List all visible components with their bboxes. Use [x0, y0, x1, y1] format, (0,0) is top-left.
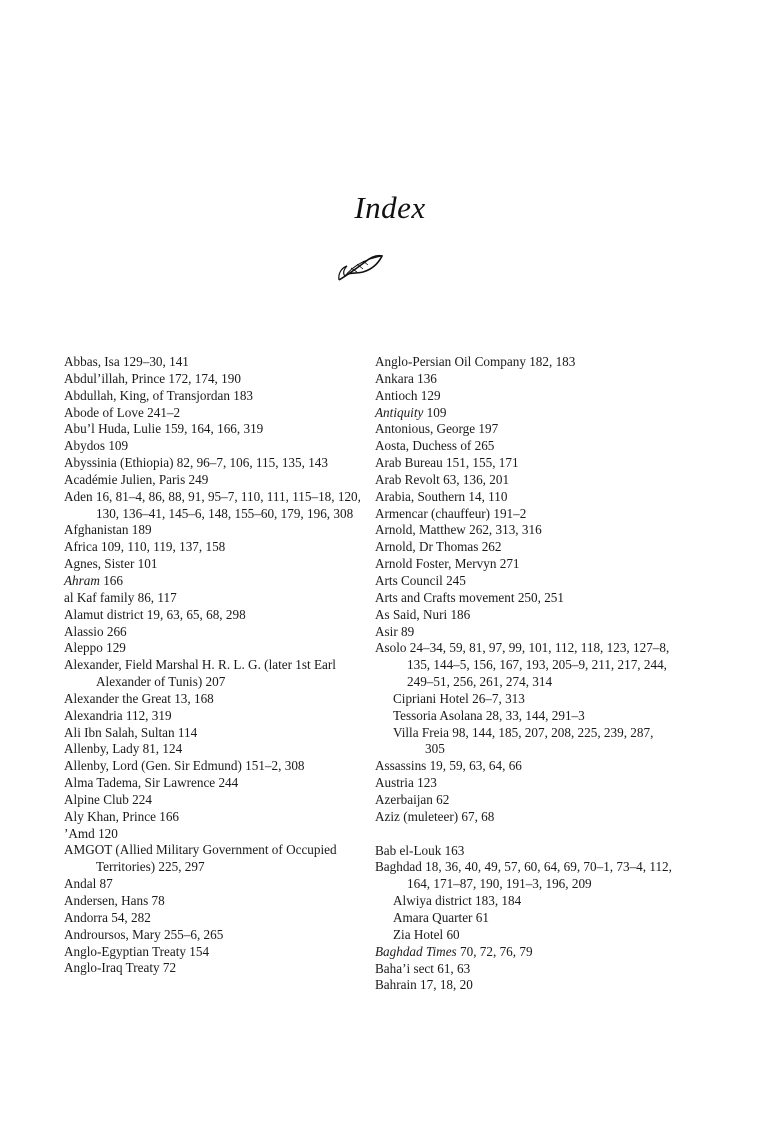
index-entry-text: Anglo-Iraq Treaty 72: [64, 960, 177, 976]
index-entry-text: Cipriani Hotel 26–7, 313: [393, 690, 525, 706]
index-entry-text: 109: [423, 404, 447, 420]
index-entry-text: Alwiya district 183, 184: [393, 893, 522, 909]
index-entry: [64, 354, 364, 371]
index-page-title: Index: [354, 190, 426, 225]
index-entry-text: Arnold, Matthew 262, 313, 316: [375, 522, 542, 538]
index-entry: [64, 640, 364, 657]
index-entry-text: Afghanistan 189: [64, 522, 152, 538]
index-entry-text: Arts and Crafts movement 250, 251: [375, 589, 564, 605]
index-entry-text: Azerbaijan 62: [375, 791, 450, 807]
index-entry-text: Armencar (chauffeur) 191–2: [375, 505, 527, 521]
index-entry-text: Andersen, Hans 78: [64, 893, 165, 908]
index-entry: [64, 775, 364, 792]
index-entry: [375, 859, 675, 893]
index-entry: [375, 944, 675, 961]
index-entry-text: Arabia, Southern 14, 110: [375, 488, 508, 504]
index-entry-text: Aly Khan, Prince 166: [64, 808, 180, 824]
index-entry-text: ’Amd 120: [64, 825, 118, 841]
leaf-ornament-icon: [335, 250, 385, 284]
index-entry-text: Alamut district 19, 63, 65, 68, 298: [64, 606, 246, 622]
index-entry-text: Bab el-Louk 163: [375, 842, 465, 858]
index-entry: [64, 725, 364, 742]
index-subentry: [375, 725, 675, 759]
index-entry: [64, 556, 364, 573]
index-entry-italic-title: Ahram: [64, 572, 100, 588]
index-entry-text: Ankara 136: [375, 370, 437, 386]
index-entry: [375, 421, 675, 438]
index-entry: [64, 472, 364, 489]
index-entry-text: Abbas, Isa 129–30, 141: [64, 354, 189, 369]
index-entry-text: Asolo 24–34, 59, 81, 97, 99, 101, 112, 118, 123, 127–8, 135, 144–5, 156, 167, 193, 205–9, 211, 217, 244, 249–51, 256, 261, 274, 314: [375, 640, 670, 690]
index-entry: [64, 421, 364, 438]
index-entry: [375, 405, 675, 422]
index-subentry: [375, 910, 675, 927]
index-entry-text: Abyssinia (Ethiopia) 82, 96–7, 106, 115, 135, 143: [64, 455, 328, 471]
index-subentry: [375, 708, 675, 725]
index-entry: [375, 506, 675, 523]
index-entry-text: AMGOT (Allied Military Government of Occupied Territories) 225, 297: [64, 842, 337, 875]
index-entry: [64, 741, 364, 758]
index-entry: [64, 522, 364, 539]
index-entry-italic-title: Baghdad Times: [375, 943, 457, 959]
index-entry: [64, 927, 364, 944]
index-entry: [375, 624, 675, 641]
index-entry: [375, 775, 675, 792]
index-entry-text: 70, 72, 76, 79: [456, 943, 533, 959]
index-entry: [64, 405, 364, 422]
index-entry: [375, 792, 675, 809]
index-entry: [64, 573, 364, 590]
index-entry-text: Alassio 266: [64, 623, 127, 639]
index-entry-text: Arab Revolt 63, 136, 201: [375, 471, 510, 487]
index-entry: [64, 388, 364, 405]
index-entry-text: Assassins 19, 59, 63, 64, 66: [375, 758, 522, 774]
index-entry: [64, 455, 364, 472]
index-entry: [64, 708, 364, 725]
index-entry: [64, 960, 364, 977]
index-entry-text: Aziz (muleteer) 67, 68: [375, 808, 495, 824]
index-entry-text: Abdullah, King, of Transjordan 183: [64, 387, 254, 403]
index-entry: [64, 438, 364, 455]
index-entry: [64, 876, 364, 893]
index-entry: [375, 977, 675, 994]
index-entry-text: Austria 123: [375, 775, 437, 791]
index-entry: [375, 354, 675, 371]
index-entry-text: Androursos, Mary 255–6, 265: [64, 926, 224, 942]
index-entry-text: Baghdad 18, 36, 40, 49, 57, 60, 64, 69, 70–1, 73–4, 112, 164, 171–87, 190, 191–3, 196, 209: [375, 859, 672, 892]
index-entry: [375, 607, 675, 624]
index-entry: [64, 539, 364, 556]
index-entry-text: Agnes, Sister 101: [64, 556, 158, 572]
index-entry-text: Allenby, Lord (Gen. Sir Edmund) 151–2, 308: [64, 758, 305, 774]
index-entry: [375, 556, 675, 573]
index-entry: [375, 590, 675, 607]
index-entry: [64, 826, 364, 843]
index-entry-text: 166: [99, 572, 123, 588]
index-entry-italic-title: Antiquity: [375, 404, 424, 420]
index-entry: [375, 489, 675, 506]
index-entry: [375, 640, 675, 691]
index-entry-text: Abydos 109: [64, 438, 129, 454]
index-entry: [64, 842, 364, 876]
index-entry-text: Arnold Foster, Mervyn 271: [375, 556, 520, 572]
index-entry: [64, 944, 364, 961]
index-entry-text: Asir 89: [375, 623, 415, 639]
index-entry: [64, 792, 364, 809]
index-entry: [375, 758, 675, 775]
index-subentry: [375, 893, 675, 910]
index-entry-text: Alexandria 112, 319: [64, 707, 172, 723]
index-entry-text: Arab Bureau 151, 155, 171: [375, 455, 519, 471]
index-entry: [375, 809, 675, 826]
index-entry-text: Africa 109, 110, 119, 137, 158: [64, 539, 226, 555]
index-entry-text: Baha’i sect 61, 63: [375, 960, 471, 976]
index-entry: [64, 893, 364, 910]
index-entry: [64, 691, 364, 708]
index-entry-text: Anglo-Persian Oil Company 182, 183: [375, 354, 576, 369]
index-subentry: [375, 691, 675, 708]
index-entry-text: Aleppo 129: [64, 640, 126, 656]
index-entry: [64, 489, 364, 523]
index-entry-text: Arnold, Dr Thomas 262: [375, 539, 502, 555]
index-entry: [375, 843, 675, 860]
index-entry: [375, 472, 675, 489]
index-entry-text: al Kaf family 86, 117: [64, 589, 177, 605]
index-entry: [375, 961, 675, 978]
index-entry-text: Anglo-Egyptian Treaty 154: [64, 943, 210, 959]
index-entry-text: Tessoria Asolana 28, 33, 144, 291–3: [393, 707, 585, 723]
index-entry-text: Villa Freia 98, 144, 185, 207, 208, 225, 239, 287, 305: [393, 724, 654, 757]
index-entry-text: Abdul’illah, Prince 172, 174, 190: [64, 370, 241, 386]
index-entry-text: Zia Hotel 60: [393, 926, 460, 942]
index-entry: [375, 388, 675, 405]
index-entry-text: Alpine Club 224: [64, 791, 152, 807]
index-entry-text: Aden 16, 81–4, 86, 88, 91, 95–7, 110, 111, 115–18, 120, 130, 136–41, 145–6, 148, 155–60, 179, 196, 308: [64, 488, 361, 521]
index-entry-text: Andorra 54, 282: [64, 909, 151, 925]
index-entry: [64, 809, 364, 826]
index-entry: [64, 910, 364, 927]
index-entry-text: Arts Council 245: [375, 572, 466, 588]
index-entry-text: Aosta, Duchess of 265: [375, 438, 495, 454]
index-entry: [64, 657, 364, 691]
index-entry-text: As Said, Nuri 186: [375, 606, 471, 622]
index-entry-text: Académie Julien, Paris 249: [64, 471, 209, 487]
index-entry: [64, 758, 364, 775]
index-entry: [375, 522, 675, 539]
index-entry: [375, 539, 675, 556]
index-entry: [64, 607, 364, 624]
index-column-right: [375, 354, 675, 994]
index-entry-text: Alexander the Great 13, 168: [64, 690, 214, 706]
index-subentry: [375, 927, 675, 944]
index-entry: [375, 438, 675, 455]
index-entry-text: Antioch 129: [375, 387, 441, 403]
index-entry-text: Ali Ibn Salah, Sultan 114: [64, 724, 198, 740]
index-entry: [64, 371, 364, 388]
index-entry: [375, 573, 675, 590]
index-entry-text: Amara Quarter 61: [393, 910, 489, 925]
index-entry-text: Bahrain 17, 18, 20: [375, 977, 473, 993]
index-entry-text: Abu’l Huda, Lulie 159, 164, 166, 319: [64, 421, 264, 437]
index-entry: [64, 624, 364, 641]
index-section-gap: [375, 826, 675, 843]
index-entry-text: Allenby, Lady 81, 124: [64, 741, 183, 757]
index-entry-text: Alma Tadema, Sir Lawrence 244: [64, 775, 239, 791]
index-entry: [375, 455, 675, 472]
index-entry-text: Alexander, Field Marshal H. R. L. G. (later 1st Earl Alexander of Tunis) 207: [64, 657, 336, 690]
index-entry: [375, 371, 675, 388]
index-entry-text: Andal 87: [64, 876, 113, 892]
index-entry-text: Antonious, George 197: [375, 421, 499, 437]
index-column-left: [64, 354, 364, 977]
index-entry: [64, 590, 364, 607]
index-entry-text: Abode of Love 241–2: [64, 404, 181, 420]
